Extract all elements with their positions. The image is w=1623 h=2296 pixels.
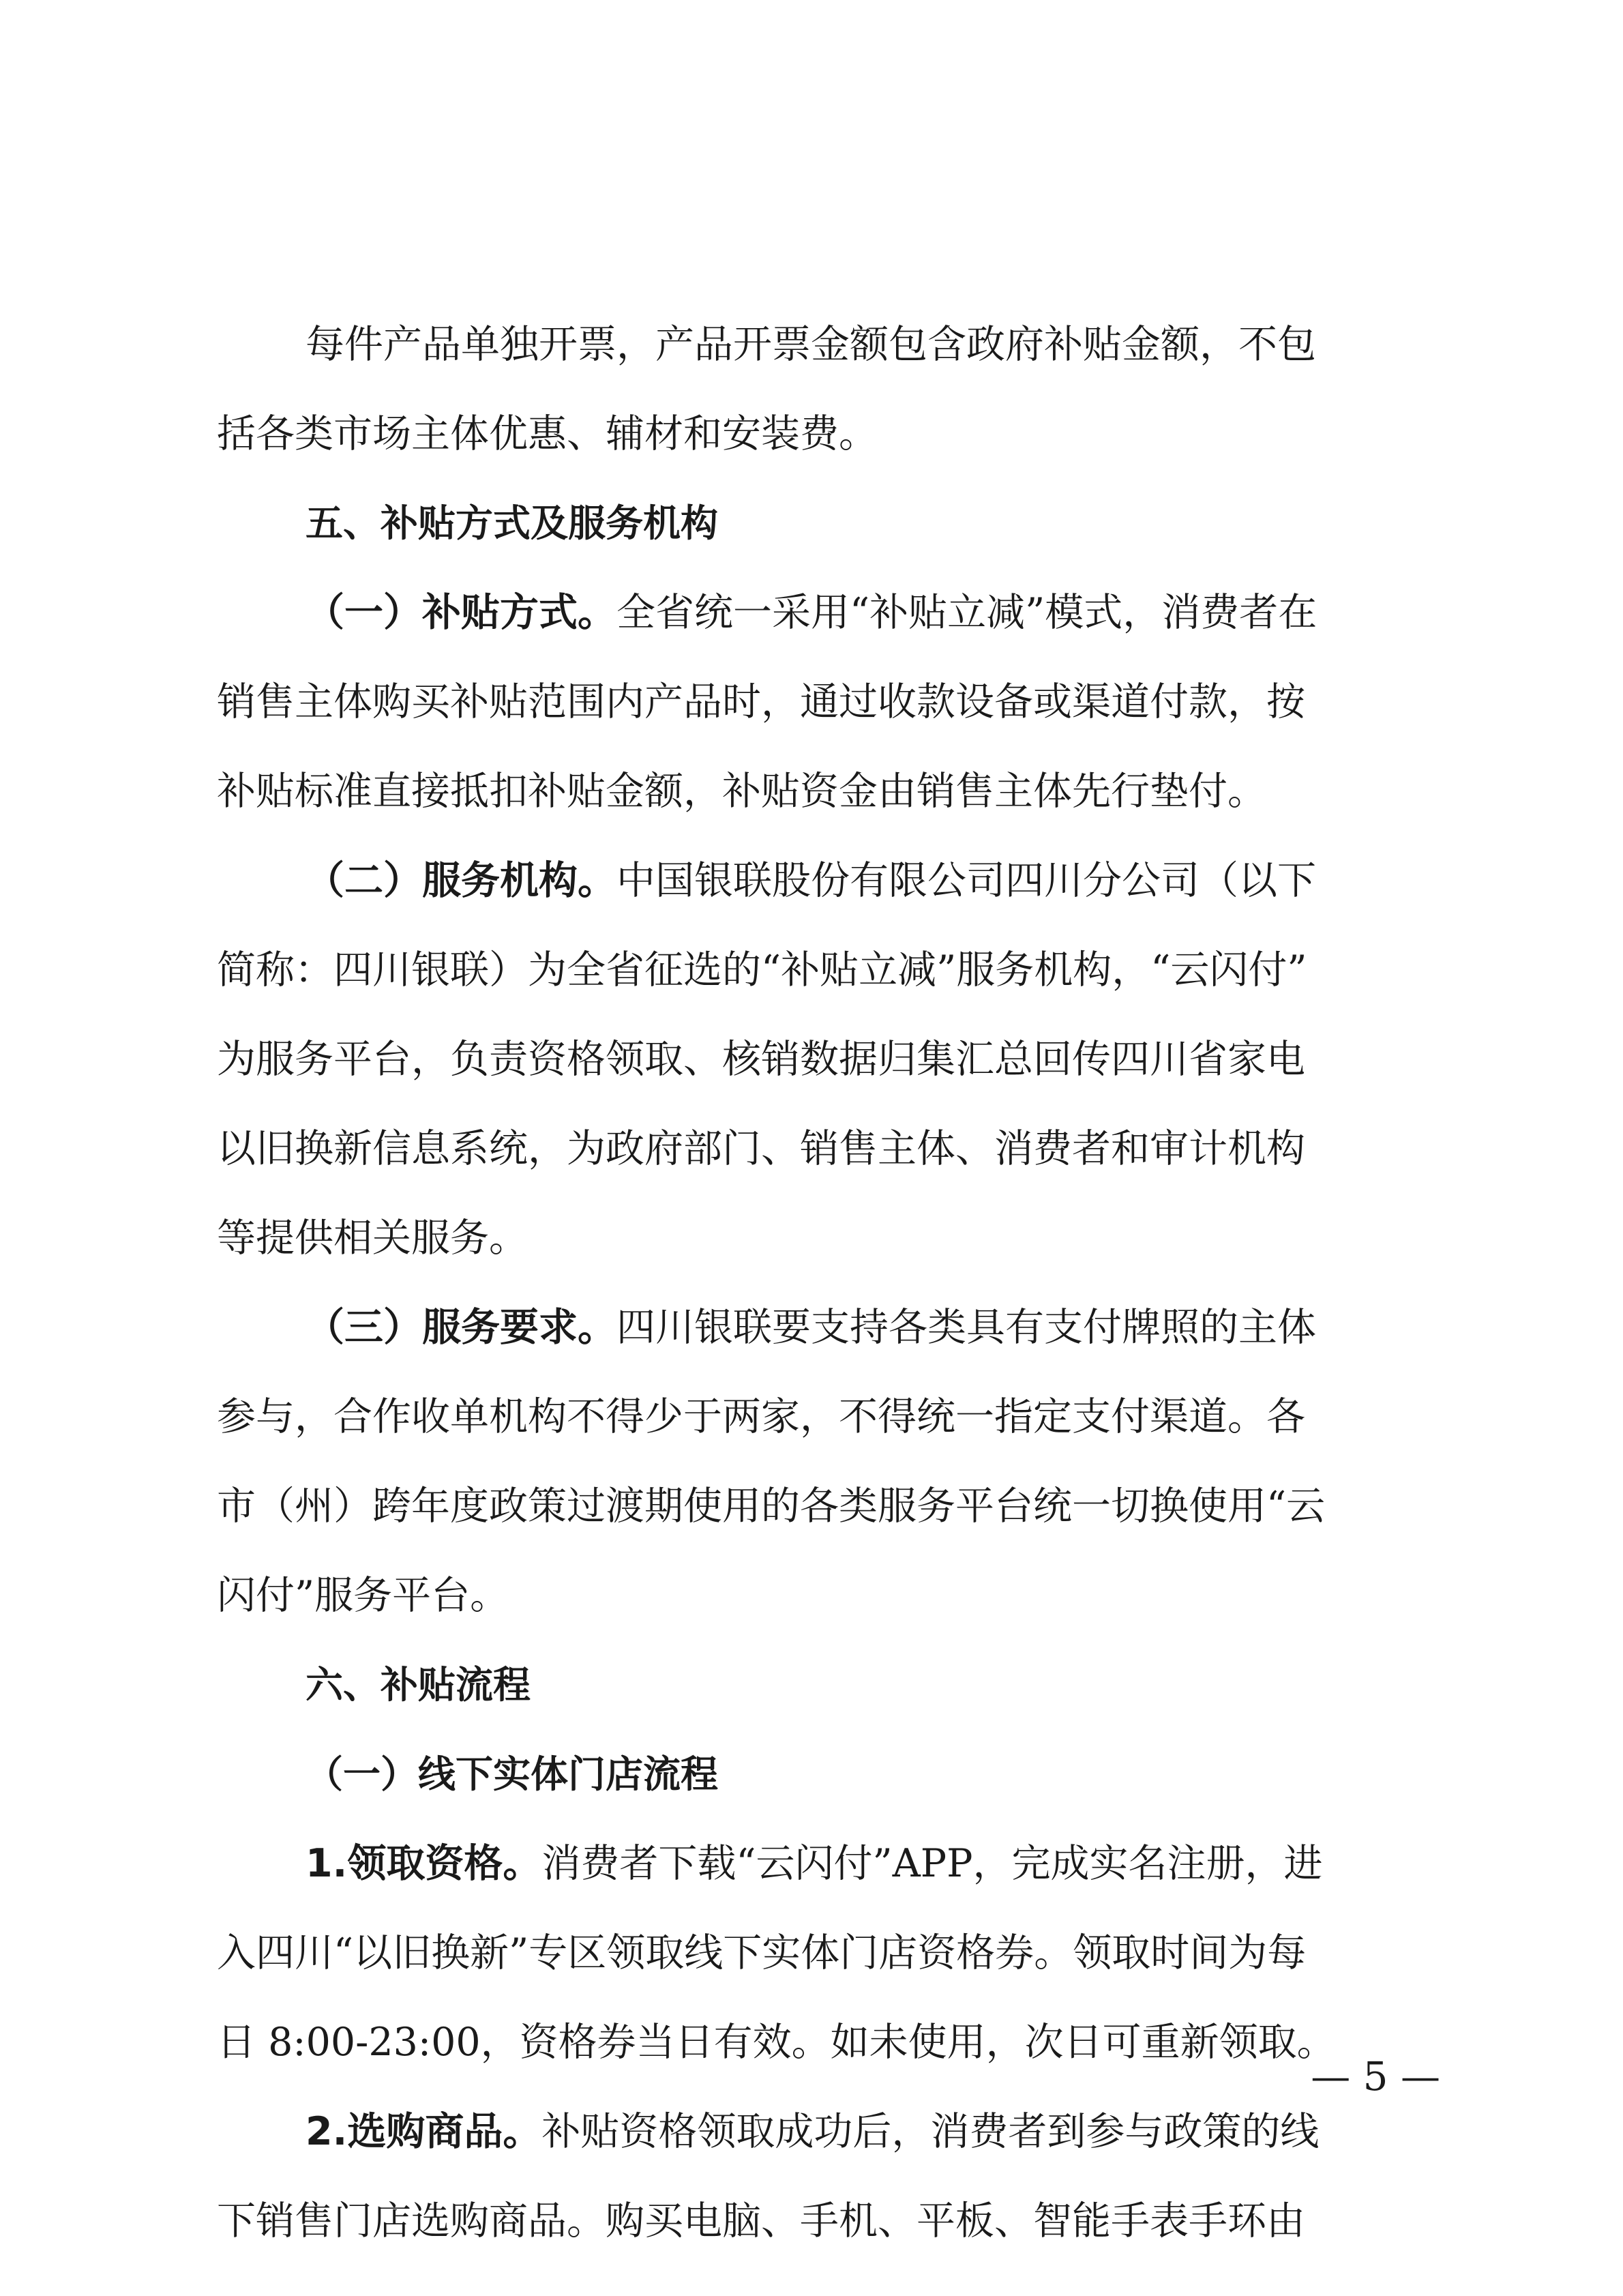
text-line: 下销售门店选购商品。购买电脑、手机、平板、智能手表手环由 — [217, 2198, 1305, 2243]
text-line: 为服务平台，负责资格领取、核销数据归集汇总回传四川省家电 — [217, 1037, 1305, 1082]
paragraph-lead: 1.领取资格。 — [306, 1841, 542, 1886]
section-heading-5: 五、补贴方式及服务机构 — [306, 501, 719, 545]
paragraph-lead: 2.选购商品。 — [306, 2109, 542, 2154]
text-line: 每件产品单独开票，产品开票金额包含政府补贴金额，不包 — [306, 322, 1316, 367]
paragraph-step-1 — [217, 1819, 1432, 1909]
text-run: 补贴资格领取成功后，消费者到参与政策的线 — [541, 2109, 1320, 2154]
paragraph-service-agency — [217, 836, 1432, 926]
text-run: 消费者下载“云闪付”APP，完成实名注册，进 — [541, 1841, 1323, 1886]
text-line: 入四川“以旧换新”专区领取线下实体门店资格券。领取时间为每 — [217, 1930, 1307, 1975]
text-line: 日 8:00-23:00，资格券当日有效。如未使用，次日可重新领取。 — [217, 2020, 1336, 2065]
text-line: 市（州）跨年度政策过渡期使用的各类服务平台统一切换使用“云 — [217, 1484, 1326, 1529]
text-line: 补贴标准直接抵扣补贴金额，补贴资金由销售主体先行垫付。 — [217, 769, 1266, 814]
text-line: 闪付”服务平台。 — [217, 1573, 509, 1618]
text-line: 销售主体购买补贴范围内产品时，通过收款设备或渠道付款，按 — [217, 679, 1305, 724]
paragraph-service-requirements — [217, 1283, 1432, 1372]
subsection-heading: （一）线下实体门店流程 — [306, 1752, 719, 1796]
text-run: 中国银联股份有限公司四川分公司（以下 — [616, 858, 1316, 903]
text-line: 等提供相关服务。 — [217, 1216, 528, 1261]
paragraph-subsidy-method — [217, 568, 1432, 658]
text-line: 参与，合作收单机构不得少于两家，不得统一指定支付渠道。各 — [217, 1394, 1305, 1439]
text-run: 四川银联要支持各类具有支付牌照的主体 — [616, 1305, 1316, 1350]
text-line: 以旧换新信息系统，为政府部门、销售主体、消费者和审计机构 — [217, 1126, 1305, 1171]
section-heading-6: 六、补贴流程 — [306, 1663, 531, 1707]
page-number: — 5 — — [1311, 2053, 1440, 2100]
paragraph-lead: （三）服务要求。 — [306, 1305, 616, 1350]
text-line: 括各类市场主体优惠、辅材和安装费。 — [217, 411, 878, 456]
paragraph-step-2 — [217, 2087, 1432, 2177]
paragraph-lead: （二）服务机构。 — [306, 858, 616, 903]
text-line: 简称：四川银联）为全省征选的“补贴立减”服务机构，“云闪付” — [217, 947, 1307, 992]
paragraph-lead: （一）补贴方式。 — [306, 590, 616, 635]
text-run: 全省统一采用“补贴立减”模式，消费者在 — [616, 590, 1317, 635]
body-text — [217, 300, 1432, 2266]
